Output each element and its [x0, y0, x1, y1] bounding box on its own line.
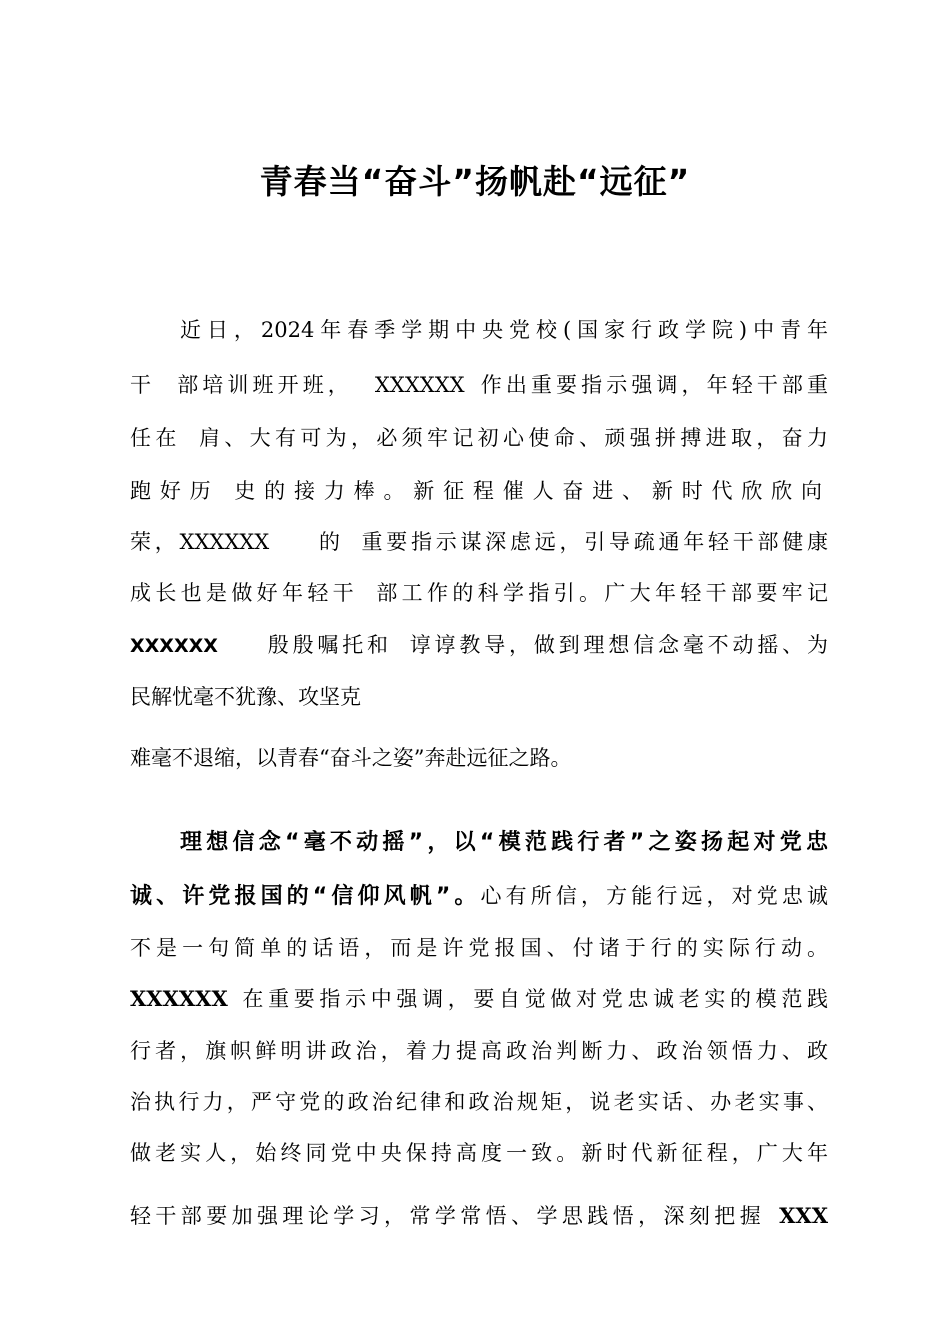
paragraph-2-heading-line-1: 理想信念“毫不动摇”，以“模范践行者”之姿扬起对党忠	[180, 830, 828, 855]
text-segment: 跑好历	[130, 479, 220, 503]
paragraph-2-line-7: 做老实人，始终同党中央保持高度一致。新时代新征程，广大年	[130, 1141, 828, 1165]
paragraph-1-line-2	[130, 365, 828, 405]
text-segment: 作出重要指示强调，年轻干部重	[476, 373, 829, 397]
document-title: 青春当“奋斗”扬帆赴“远征”	[259, 162, 691, 201]
paragraph-1-line-7	[130, 625, 828, 665]
paragraph-2-line-3: 不是一句简单的话语，而是许党报国、付诸于行的实际行动。	[130, 936, 828, 960]
paragraph-1-line-6	[130, 573, 828, 613]
paragraph-2-heading-end: 诚、许党报国的“信仰风帆”。	[130, 884, 481, 909]
paragraph-1-line-1: 近日，2024年春季学期中央党校(国家行政学院)中青年	[180, 318, 828, 342]
text-segment: 部培训班开班，	[173, 373, 353, 397]
text-segment: 肩、大有可为，必须牢记初心使命、顽强拼搏进取，奋力	[194, 426, 829, 450]
text-segment: 心有所信，方能行远，对党忠诚	[480, 884, 828, 908]
paragraph-1-line-5	[130, 522, 828, 562]
text-segment: 的	[315, 530, 344, 554]
text-segment: 任在	[130, 426, 181, 450]
text-segment: 部工作的科学指引。广大年轻干部要牢记	[372, 581, 828, 605]
paragraph-2-line-4	[130, 979, 828, 1019]
text-segment: 殷殷嘱托和	[263, 633, 392, 657]
redacted-name: XXX	[779, 1203, 828, 1228]
paragraph-1-line-9: 难毫不退缩，以青春“奋斗之姿”奔赴远征之路。	[130, 746, 572, 770]
paragraph-2-line-2	[130, 876, 828, 916]
paragraph-2-line-8	[130, 1196, 828, 1236]
paragraph-1-line-8: 民解忧毫不犹豫、攻坚克	[130, 685, 361, 709]
text-segment: 重要指示谋深虑远，引导疏通年轻干部健康	[357, 530, 829, 554]
redacted-name: XXXXXX	[130, 635, 218, 657]
paragraph-2-line-5: 行者，旗帜鲜明讲政治，着力提高政治判断力、政治领悟力、政	[130, 1039, 828, 1063]
redacted-name: XXXXXX	[130, 986, 228, 1011]
text-segment: 在重要指示中强调，要自觉做对党忠诚老实的模范践	[237, 987, 828, 1011]
paragraph-2-line-6: 治执行力，严守党的政治纪律和政治规矩，说老实话、办老实事、	[130, 1090, 828, 1114]
text-segment: 荣，XXXXXX	[130, 530, 270, 554]
text-segment: 轻干部要加强理论学习，常学常悟、学思践悟，深刻把握	[130, 1204, 766, 1228]
text-segment: 成长也是做好年轻干	[130, 581, 358, 605]
text-segment: 谆谆教导，做到理想信念毫不动摇、为	[405, 633, 829, 657]
text-segment: 干	[130, 373, 156, 397]
paragraph-1-line-3	[130, 418, 828, 458]
text-segment: 史的接力棒。新征程催人奋进、新时代欣欣向	[231, 479, 829, 503]
paragraph-1-line-4	[130, 471, 828, 511]
redacted-name: XXXXXX	[374, 373, 465, 397]
